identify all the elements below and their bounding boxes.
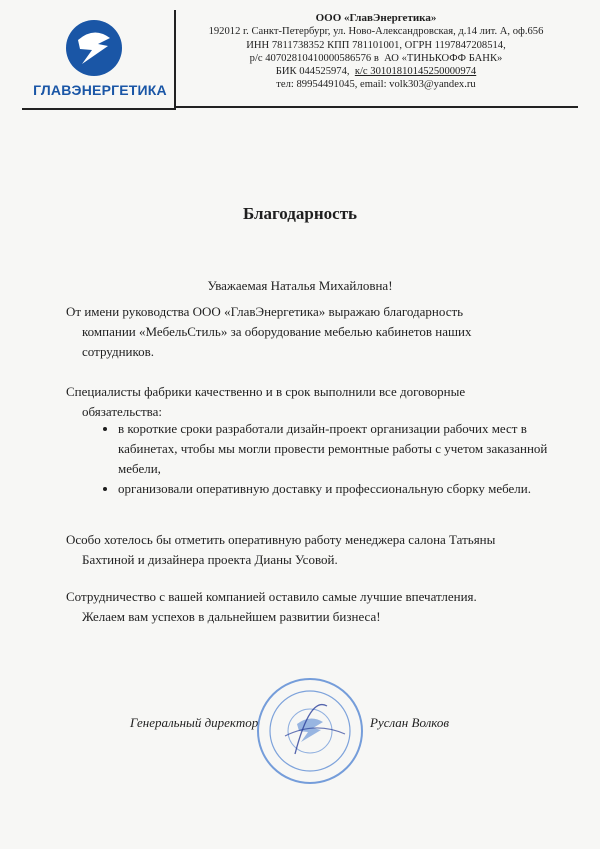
account-number: р/с 40702810410000586576 в bbox=[249, 52, 379, 64]
company-logo-icon bbox=[64, 18, 124, 78]
bik-line bbox=[174, 65, 578, 78]
signatory-role: Генеральный директор bbox=[130, 715, 259, 730]
corr-account: к/с 30101810145250000974 bbox=[354, 66, 477, 78]
paragraph-closing bbox=[66, 587, 556, 627]
paragraph-line: сотрудников. bbox=[82, 344, 155, 359]
company-address: 192012 г. Санкт-Петербург, ул. Ново-Александровская, д.14 лит. А, оф.656 bbox=[208, 26, 544, 38]
company-requisites bbox=[174, 10, 578, 108]
letterhead bbox=[22, 10, 578, 110]
salutation: Уважаемая Наталья Михайловна! bbox=[207, 278, 393, 293]
company-ids: ИНН 7811738352 КПП 781101001, ОГРН 1197847208514, bbox=[246, 39, 506, 51]
paragraph-thanks-staff bbox=[66, 530, 556, 570]
paragraph-line: От имени руководства ООО «ГлавЭнергетика» выражаю благодарность bbox=[66, 304, 464, 319]
paragraph-line: Сотрудничество с вашей компанией оставило самые лучшие впечатления. bbox=[66, 589, 477, 604]
bank-account-line bbox=[174, 52, 578, 65]
logo-block bbox=[22, 10, 176, 110]
paragraph-line: компании «МебельСтиль» за оборудование мебелью кабинетов наших bbox=[82, 324, 472, 339]
paragraph-line: Бахтиной и дизайнера проекта Дианы Усовой. bbox=[82, 552, 338, 567]
obligations-list bbox=[98, 419, 578, 499]
logo-text: ГЛАВЭНЕРГЕТИКА bbox=[33, 82, 167, 98]
paragraph-line: Специалисты фабрики качественно и в срок выполнили все договорные bbox=[66, 384, 466, 399]
list-item: • в короткие сроки разработали дизайн-проект организации рабочих мест в кабинетах, чтобы мы могли провести ремонтные работы с учетом заказанной мебели, bbox=[118, 419, 578, 479]
paragraph-specialists bbox=[66, 382, 556, 422]
contacts: тел: 89954491045, email: volk303@yandex.ru bbox=[276, 79, 476, 91]
company-stamp-icon bbox=[255, 676, 365, 786]
bank-name: АО «ТИНЬКОФФ БАНК» bbox=[384, 52, 503, 64]
paragraph-gratitude bbox=[66, 302, 556, 362]
paragraph-line: обязательства: bbox=[82, 404, 163, 419]
list-item: • организовали оперативную доставку и профессиональную сборку мебели. bbox=[118, 479, 578, 499]
signatory-name: Руслан Волков bbox=[370, 715, 450, 730]
letter-title: Благодарность bbox=[242, 204, 358, 223]
paragraph-line: Особо хотелось бы отметить оперативную работу менеджера салона Татьяны bbox=[66, 532, 496, 547]
company-name: ООО «ГлавЭнергетика» bbox=[315, 12, 437, 24]
bik: БИК 044525974, bbox=[275, 66, 350, 78]
paragraph-line: Желаем вам успехов в дальнейшем развитии бизнеса! bbox=[82, 609, 381, 624]
